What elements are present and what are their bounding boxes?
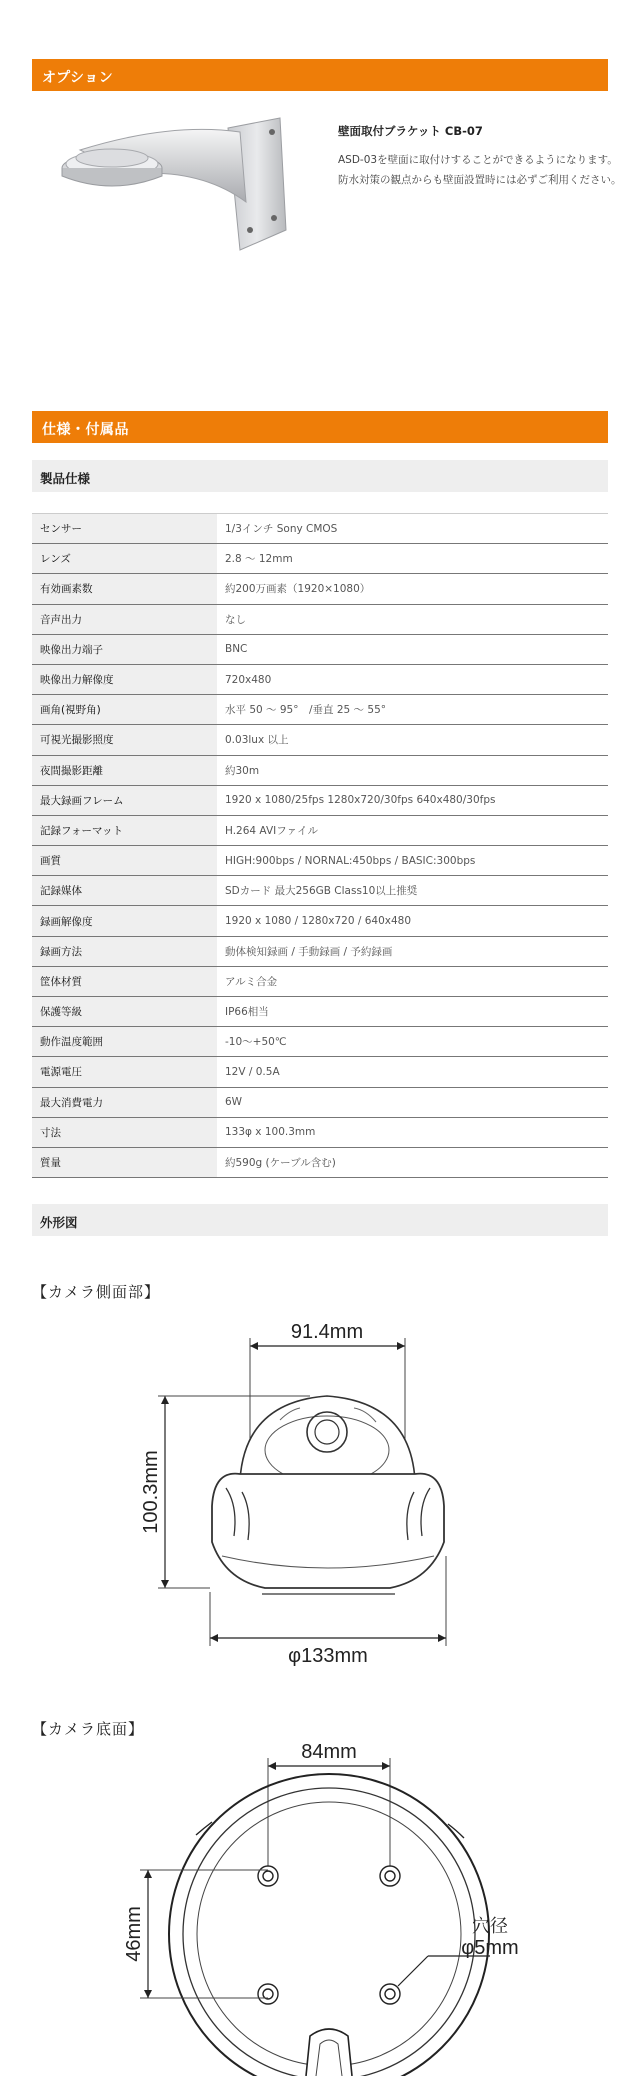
option-product-title: 壁面取付ブラケット CB-07 [338,124,483,138]
side-base-dimension: φ133mm [288,1645,368,1667]
spec-row [32,1057,608,1087]
hole-label-1: 穴径 [472,1916,508,1936]
spec-row [32,725,608,755]
option-section-header [32,59,608,91]
spec-label: 電源電圧 [32,1057,217,1087]
spec-row [32,906,608,936]
spec-label: 記録媒体 [32,876,217,906]
bottom-view-title: 【カメラ底面】 [32,1720,145,1738]
spec-value: 1/3インチ Sony CMOS [217,514,608,544]
spec-row [32,997,608,1027]
spec-row [32,695,608,725]
spec-row [32,876,608,906]
spec-value: 0.03lux 以上 [217,725,608,755]
side-view-title: 【カメラ側面部】 [32,1283,161,1301]
spec-section-title: 仕様・付属品 [42,422,129,438]
spec-value: IP66相当 [217,997,608,1027]
option-section-title: オプション [42,70,114,86]
spec-value: 2.8 ～ 12mm [217,544,608,574]
spec-row [32,1027,608,1057]
camera-bottom-view-drawing [123,1740,570,2076]
spec-value: 約200万画素（1920×1080） [217,574,608,604]
spec-value: SDカード 最大256GB Class10以上推奨 [217,876,608,906]
bottom-top-dimension: 84mm [301,1741,357,1763]
spec-section-header [32,411,608,443]
spec-label: 夜間撮影距離 [32,755,217,785]
spec-value: 水平 50 ～ 95° /垂直 25 ～ 55° [217,695,608,725]
outline-subheader-title: 外形図 [40,1215,78,1230]
spec-row [32,544,608,574]
spec-row [32,815,608,845]
spec-value: 720x480 [217,664,608,694]
spec-label: 録画解像度 [32,906,217,936]
spec-label: 録画方法 [32,936,217,966]
bottom-height-dimension: 46mm [123,1906,145,1962]
spec-value: 約590g (ケーブル含む) [217,1147,608,1177]
spec-subheader-title: 製品仕様 [40,471,91,486]
spec-row [32,936,608,966]
spec-row [32,574,608,604]
side-height-dimension: 100.3mm [140,1450,162,1534]
spec-value: 6W [217,1087,608,1117]
spec-label: 記録フォーマット [32,815,217,845]
spec-value: H.264 AVIファイル [217,815,608,845]
spec-label: 筐体材質 [32,966,217,996]
spec-subheader [32,460,608,492]
spec-value: BNC [217,634,608,664]
spec-value: -10～+50℃ [217,1027,608,1057]
spec-value: 1920 x 1080/25fps 1280x720/30fps 640x480/30fps [217,785,608,815]
wall-bracket-image [50,110,300,260]
camera-side-view-drawing [130,1310,490,1670]
spec-label: センサー [32,514,217,544]
spec-value: 約30m [217,755,608,785]
spec-label: 最大消費電力 [32,1087,217,1117]
spec-label: レンズ [32,544,217,574]
spec-label: 可視光撮影照度 [32,725,217,755]
spec-label: 映像出力解像度 [32,664,217,694]
side-top-dimension: 91.4mm [290,1321,364,1343]
spec-label: 寸法 [32,1117,217,1147]
spec-value: 12V / 0.5A [217,1057,608,1087]
spec-value: アルミ合金 [217,966,608,996]
spec-label: 音声出力 [32,604,217,634]
spec-row [32,846,608,876]
spec-label: 質量 [32,1147,217,1177]
spec-row [32,664,608,694]
outline-subheader [32,1204,608,1236]
spec-row [32,966,608,996]
spec-row [32,1147,608,1177]
spec-row [32,634,608,664]
spec-row [32,1117,608,1147]
spec-table [32,513,608,1178]
spec-label: 動作温度範囲 [32,1027,217,1057]
spec-label: 映像出力端子 [32,634,217,664]
spec-row [32,755,608,785]
spec-label: 保護等級 [32,997,217,1027]
spec-label: 画角(視野角) [32,695,217,725]
spec-row [32,785,608,815]
spec-label: 有効画素数 [32,574,217,604]
spec-value: 133φ x 100.3mm [217,1117,608,1147]
hole-label-2: φ5mm [461,1937,519,1959]
spec-value: なし [217,604,608,634]
spec-row [32,514,608,544]
spec-value: 動体検知録画 / 手動録画 / 予約録画 [217,936,608,966]
spec-row [32,1087,608,1117]
spec-label: 最大録画フレーム [32,785,217,815]
spec-value: HIGH:900bps / NORNAL:450bps / BASIC:300bps [217,846,608,876]
spec-row [32,604,608,634]
spec-label: 画質 [32,846,217,876]
option-product-description: ASD-03を壁面に取付けすることができるようになります。防水対策の観点からも壁面設置時には必ずご利用ください。 [338,154,622,186]
spec-value: 1920 x 1080 / 1280x720 / 640x480 [217,906,608,936]
